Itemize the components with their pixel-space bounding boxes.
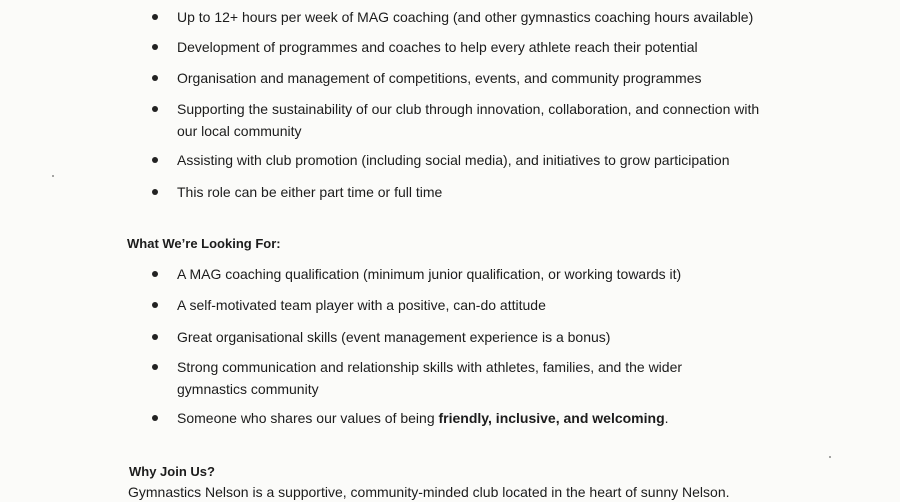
list-item: Development of programmes and coaches to help every athlete reach their potential	[177, 36, 817, 58]
list-item: Strong communication and relationship skills with athletes, families, and the wider gymnastics community	[177, 356, 717, 400]
why-join-text: Gymnastics Nelson is a supportive, community-minded club located in the heart of sunny Nelson.	[128, 484, 730, 500]
bullet-icon	[152, 334, 158, 340]
bullet-icon	[152, 44, 158, 50]
bullet-icon	[152, 415, 158, 421]
bullet-icon	[152, 271, 158, 277]
why-join-heading: Why Join Us?	[129, 464, 215, 479]
bullet-icon	[152, 189, 158, 195]
list-item: Up to 12+ hours per week of MAG coaching (and other gymnastics coaching hours available)	[177, 6, 817, 28]
scan-speck	[52, 175, 54, 177]
list-item: Supporting the sustainability of our club through innovation, collaboration, and connection with our local community	[177, 98, 767, 142]
bullet-icon	[152, 302, 158, 308]
scan-speck	[829, 456, 831, 458]
bullet-icon	[152, 106, 158, 112]
list-item: Someone who shares our values of being friendly, inclusive, and welcoming.	[177, 407, 817, 429]
bullet-icon	[152, 14, 158, 20]
list-item: A self-motivated team player with a positive, can-do attitude	[177, 294, 817, 316]
list-item: This role can be either part time or full time	[177, 181, 817, 203]
looking-for-heading: What We’re Looking For:	[127, 236, 281, 251]
bullet-icon	[152, 75, 158, 81]
list-item: Organisation and management of competitions, events, and community programmes	[177, 67, 817, 89]
bullet-icon	[152, 364, 158, 370]
list-item: A MAG coaching qualification (minimum junior qualification, or working towards it)	[177, 263, 817, 285]
bullet-icon	[152, 157, 158, 163]
list-item: Great organisational skills (event management experience is a bonus)	[177, 326, 817, 348]
list-item: Assisting with club promotion (including social media), and initiatives to grow participation	[177, 149, 817, 171]
